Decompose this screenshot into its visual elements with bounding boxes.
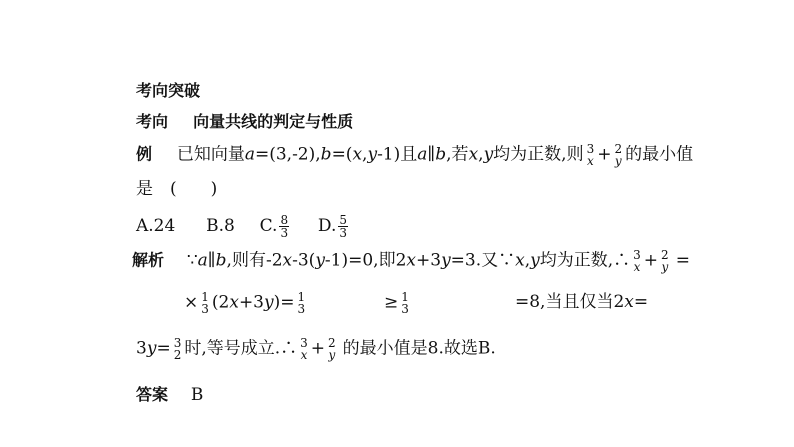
denominator: x [300,348,308,362]
denominator: 3 [401,302,409,316]
fraction [660,249,670,273]
var-a: a [417,144,428,165]
option-d-label: D. [317,216,337,236]
numerator: 5 [339,213,347,227]
analysis-text: 的最小值是8.故选B. [342,338,496,359]
analysis-text: +3 [238,292,264,313]
equals-sign: = [675,250,690,271]
denominator: 3 [297,302,306,316]
example-text: ,若 [446,144,469,165]
topic-title: 向量共线的判定与性质 [193,112,354,131]
analysis-label: 解析 [132,250,165,270]
eq-text: =( [331,144,353,165]
numerator: 3 [173,336,182,350]
answer-label: 答案 [136,385,169,404]
analysis-line-3 [136,337,496,361]
option-a: A.24 [136,216,176,236]
denominator: x [633,260,641,274]
analysis-text: +3 [416,250,442,271]
example-label: 例 [136,144,153,164]
analysis-text: 均为正数,∴ [539,250,631,271]
because-symbol: ∵ [186,250,198,271]
var-y: y [530,250,540,271]
var-b: b [320,144,332,165]
var-x: x [515,250,525,271]
example-text: 已知向量 [176,144,245,165]
eq-text: -1)且 [377,144,418,165]
var-y: y [146,338,157,359]
fraction [632,249,642,273]
var-b: b [435,144,447,165]
var-y: y [441,250,451,271]
example-line-2: 是 ( ) [136,179,218,199]
var-b: b [215,250,227,271]
option-c [259,213,291,240]
fraction [338,214,348,239]
analysis-text: -1)=0,即2 [324,250,407,271]
var-y: y [315,250,325,271]
numerator: 3 [586,142,595,156]
var-a: a [244,144,255,165]
numerator: 1 [201,290,209,304]
fraction [299,337,309,361]
numerator: 1 [401,290,409,304]
analysis-line-2-mid [384,291,412,315]
denominator: 3 [280,226,289,240]
denominator: 3 [201,302,209,316]
var-x: x [406,250,416,271]
analysis-line-2-left [184,291,308,315]
answer-value: B [190,385,204,405]
comma: , [478,144,484,165]
geq-sign: ≥ [384,292,399,313]
numerator: 3 [300,336,308,350]
analysis-text: (2 [211,292,230,313]
numerator: 2 [661,248,669,262]
denominator: 3 [339,226,347,240]
analysis-line-1 [132,249,690,273]
var-y: y [367,144,378,165]
numerator: 2 [328,336,336,350]
eq-text: =(3,-2), [254,144,321,165]
analysis-line-2-right [515,291,648,313]
var-x: x [282,250,293,271]
analysis-text: =3.又∵ [450,250,516,271]
times-sign: × [184,292,199,313]
analysis-text: = [633,292,649,312]
analysis-text: -3( [292,250,316,271]
option-d [317,213,350,240]
var-y: y [264,292,274,313]
var-x: x [468,144,479,165]
analysis-text: = [156,338,171,359]
example-line-1 [136,143,693,167]
var-x: x [229,292,239,313]
answer-line [136,384,203,406]
comma: , [524,250,531,271]
denominator: 2 [173,348,182,362]
plus-sign: + [310,338,326,359]
parallel-symbol: ∥ [207,250,216,271]
fraction [297,291,307,315]
example-text: 的最小值 [625,144,694,165]
comma: , [362,144,368,165]
analysis-text: =8,当且仅当2 [515,292,625,312]
var-x: x [352,144,363,165]
var-a: a [197,250,208,271]
fraction [400,291,410,315]
numerator: 1 [297,290,306,304]
fraction [279,214,289,239]
fraction [586,143,596,167]
analysis-text: )= [273,292,295,313]
numerator: 3 [633,248,641,262]
analysis-text: 时,等号成立.∴ [184,338,298,359]
var-y: y [483,144,494,165]
analysis-text: ,则有-2 [226,250,283,271]
option-b: B.8 [206,216,235,236]
fraction [613,143,623,167]
var-x: x [624,292,634,312]
denominator: y [328,348,336,362]
parallel-symbol: ∥ [427,144,436,165]
denominator: y [661,260,669,274]
options-row [136,214,350,239]
fraction [327,337,337,361]
analysis-text: 3 [136,338,147,359]
fraction [200,291,210,315]
plus-sign: + [597,144,612,165]
numerator: 2 [614,142,623,156]
option-c-label: C. [259,216,278,236]
plus-sign: + [643,250,659,271]
section-heading: 考向突破 [136,81,201,100]
example-text: 均为正数,则 [493,144,584,165]
denominator: y [614,154,622,168]
numerator: 8 [280,213,289,227]
topic-label: 考向 [136,112,169,131]
fraction [173,337,183,361]
topic-heading [136,111,353,133]
denominator: x [587,154,594,168]
